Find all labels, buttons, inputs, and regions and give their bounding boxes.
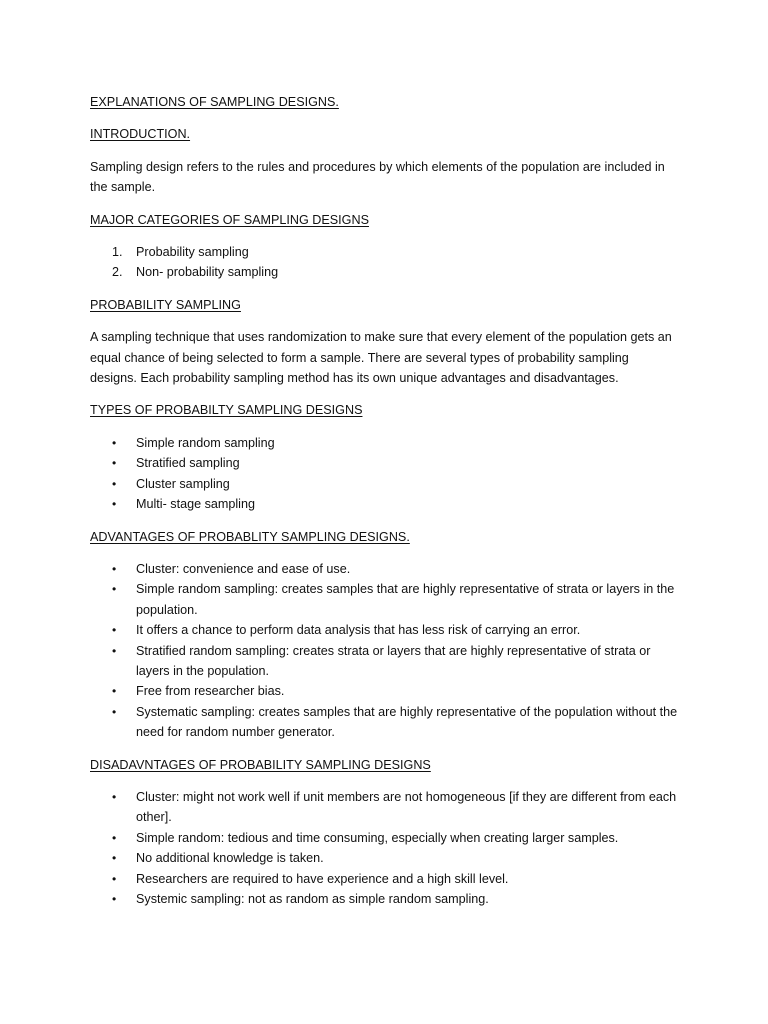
bullet-icon: • (112, 684, 117, 699)
bullet-icon: • (112, 561, 117, 576)
probability-sampling-paragraph: A sampling technique that uses randomization to make sure that every element of the population gets an equal chance of being selected to form a sample. There are several types of probability sampling designs. Each probability sampling method has its own unique advantages and disadvantages. (90, 330, 672, 386)
list-item-text: Simple random: tedious and time consuming, especially when creating larger samples. (136, 830, 619, 845)
bullet-icon: • (112, 643, 117, 658)
list-item (90, 559, 678, 579)
list-item-text: Cluster sampling (136, 476, 230, 491)
bullet-icon: • (112, 476, 117, 491)
list-item-text: No additional knowledge is taken. (136, 851, 324, 866)
list-item (90, 848, 678, 868)
list-item-text: Free from researcher bias. (136, 684, 285, 699)
list-item (90, 242, 678, 262)
advantages-heading: ADVANTAGES OF PROBABLITY SAMPLING DESIGNS. (90, 529, 410, 544)
bullet-icon: • (112, 497, 117, 512)
bullet-icon: • (112, 456, 117, 471)
list-item (90, 453, 678, 473)
list-item (90, 702, 678, 743)
list-item (90, 681, 678, 701)
bullet-icon: • (112, 582, 117, 597)
bullet-icon: • (112, 851, 117, 866)
list-item-text: Simple random sampling (136, 435, 275, 450)
list-item (90, 828, 678, 848)
list-item (90, 494, 678, 514)
advantages-list (90, 559, 678, 743)
list-item-text: It offers a chance to perform data analysis that has less risk of carrying an error. (136, 623, 581, 638)
list-item-text: Systematic sampling: creates samples that are highly representative of the population without the need for random number generator. (136, 704, 678, 740)
intro-paragraph: Sampling design refers to the rules and procedures by which elements of the population are included in the sample. (90, 159, 665, 195)
types-heading: TYPES OF PROBABILTY SAMPLING DESIGNS (90, 403, 363, 418)
list-item-text: Stratified sampling (136, 456, 240, 471)
list-item (90, 433, 678, 453)
list-item-text: Multi- stage sampling (136, 497, 255, 512)
list-item (90, 889, 678, 909)
disadvantages-heading: DISADAVNTAGES OF PROBABILITY SAMPLING DESIGNS (90, 757, 431, 772)
list-item (90, 579, 678, 620)
bullet-icon: • (112, 789, 117, 804)
list-item (90, 787, 678, 828)
list-item (90, 262, 678, 282)
bullet-icon: • (112, 435, 117, 450)
bullet-icon: • (112, 871, 117, 886)
list-number: 2. (112, 265, 123, 280)
bullet-icon: • (112, 830, 117, 845)
list-item-text: Cluster: convenience and ease of use. (136, 561, 351, 576)
list-number: 1. (112, 245, 123, 260)
list-item-text: Researchers are required to have experience and a high skill level. (136, 871, 509, 886)
list-item-text: Probability sampling (136, 245, 249, 260)
list-item (90, 474, 678, 494)
major-categories-list (90, 242, 678, 283)
list-item-text: Cluster: might not work well if unit members are not homogeneous [if they are different from each other]. (136, 789, 677, 825)
bullet-icon: • (112, 704, 117, 719)
list-item-text: Stratified random sampling: creates strata or layers that are highly representative of strata or layers in the population. (136, 643, 651, 678)
document-title: EXPLANATIONS OF SAMPLING DESIGNS. (90, 95, 339, 109)
list-item-text: Simple random sampling: creates samples that are highly representative of strata or layers in the population. (136, 582, 675, 617)
list-item (90, 620, 678, 640)
intro-heading: INTRODUCTION. (90, 127, 191, 142)
list-item-text: Systemic sampling: not as random as simple random sampling. (136, 892, 489, 906)
list-item (90, 869, 678, 889)
bullet-icon: • (112, 623, 117, 638)
major-categories-heading: MAJOR CATEGORIES OF SAMPLING DESIGNS (90, 212, 369, 227)
types-list (90, 433, 678, 515)
bullet-icon: • (112, 892, 117, 906)
list-item-text: Non- probability sampling (136, 265, 279, 280)
list-item (90, 641, 678, 682)
disadvantages-list (90, 787, 678, 909)
probability-sampling-heading: PROBABILITY SAMPLING (90, 297, 241, 312)
